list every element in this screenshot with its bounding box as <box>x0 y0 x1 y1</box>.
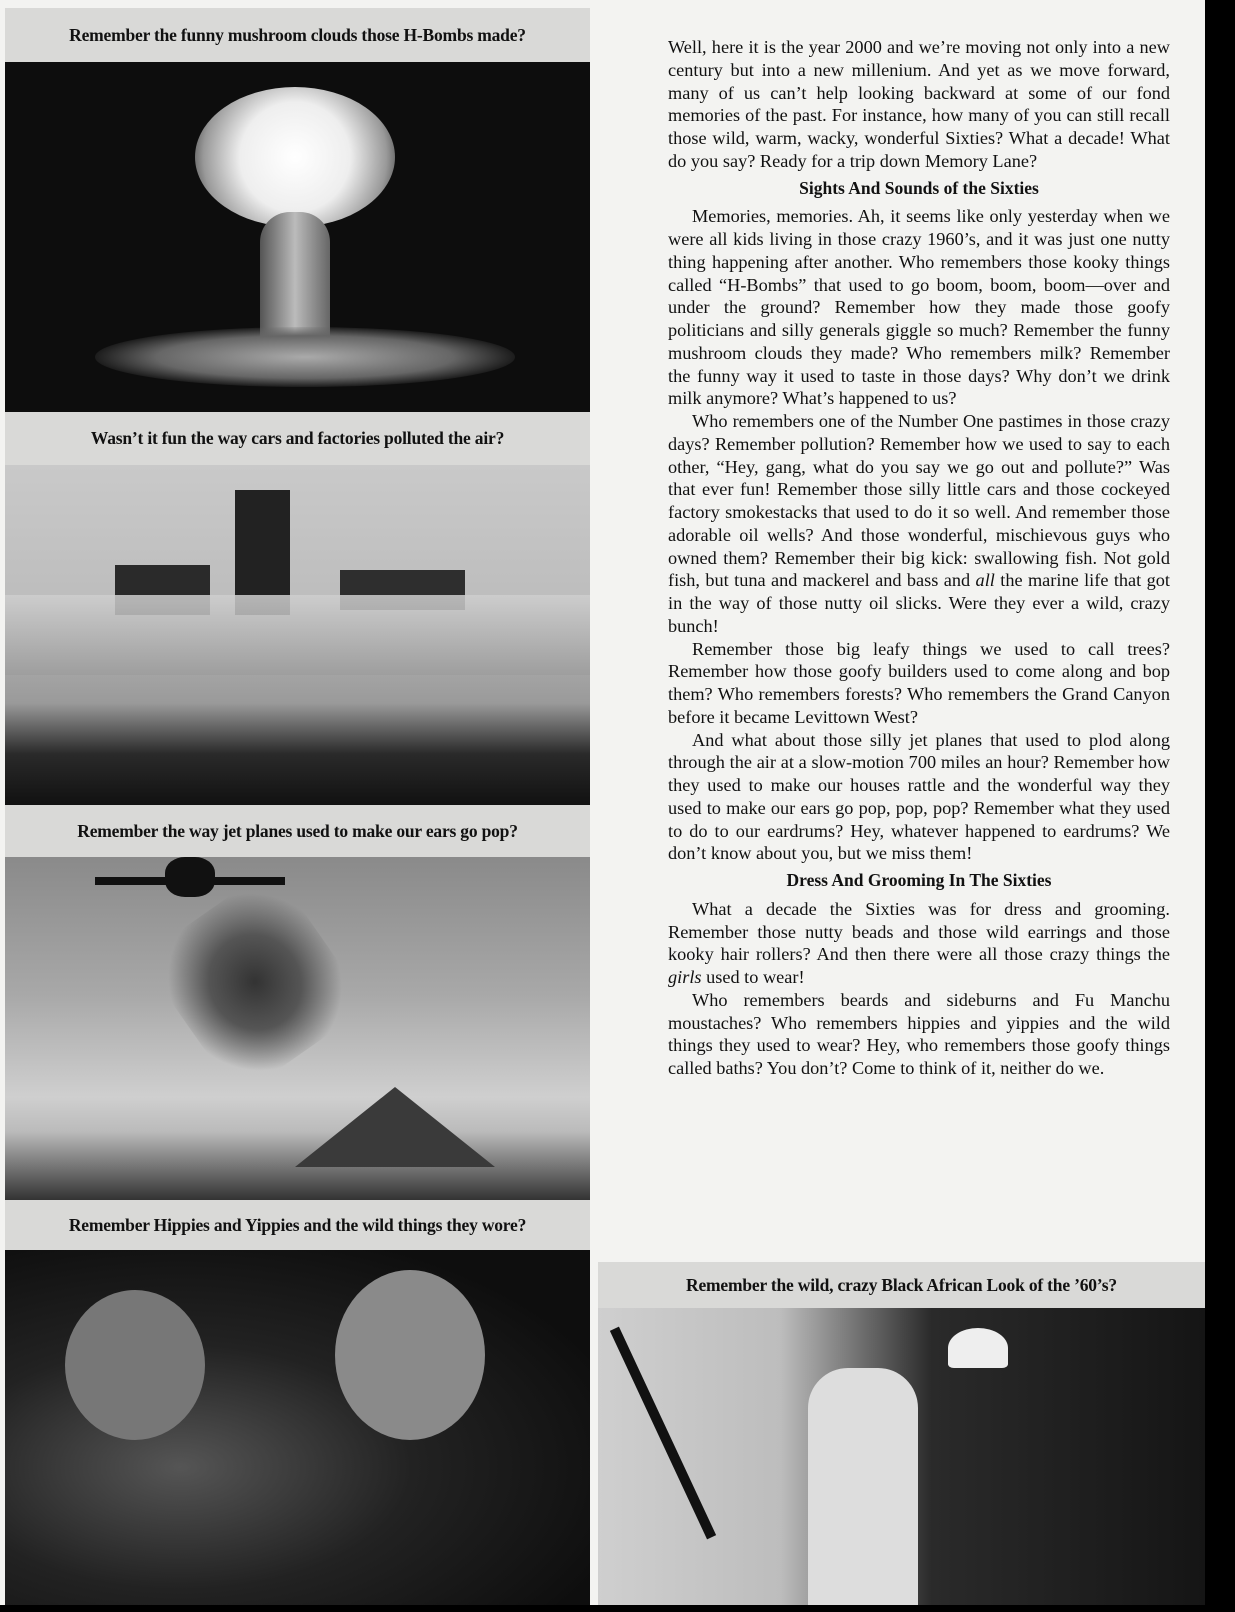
article-body <box>668 36 1170 1080</box>
paragraph <box>668 898 1170 989</box>
text: the marine life that got in the way of those nutty oil slicks. Were they ever a wild, crazy bunch! <box>668 570 1170 636</box>
caption-jets: Remember the way jet planes used to make our ears go pop? <box>5 805 590 857</box>
paragraph: Who remembers beards and sideburns and Fu Manchu moustaches? Who remembers hippies and yippies and the wild things they used to wear? Hey, who remembers those goofy things called baths? You don’t? Come to think of it, neither do we. <box>668 989 1170 1078</box>
section-heading-dress: Dress And Grooming In The Sixties <box>786 870 1052 890</box>
caption-hbombs: Remember the funny mushroom clouds those H-Bombs made? <box>5 8 590 62</box>
caption-pollution: Wasn’t it fun the way cars and factories polluted the air? <box>5 412 590 465</box>
intro-paragraph: Well, here it is the year 2000 and we’re moving not only into a new century but into a new millenium. And yet as we move forward, many of us can’t help looking backward at some of our fond memories of the past. For instance, how many of you can still recall those wild, warm, wacky, wonderful Sixties? What a decade! What do you say? Ready for a trip down Memory Lane? <box>668 37 1170 171</box>
paragraph: And what about those silly jet planes that used to plod along through the air at a slow-motion 700 miles an hour? Remember how they used to make our houses rattle and the wonderful way they used to make our ears go pop, pop, pop? Remember what they used to do to our eardrums? Hey, whatever happened to eardrums? We don’t know about you, but we miss them! <box>668 729 1170 864</box>
section-heading-sights: Sights And Sounds of the Sixties <box>799 177 1039 198</box>
photo-armed-men <box>598 1308 1205 1605</box>
photo-hippies-crowd <box>5 1250 590 1605</box>
caption-african-look: Remember the wild, crazy Black African Look of the ’60’s? <box>598 1262 1205 1308</box>
italic-text: girls <box>668 967 702 987</box>
text: used to wear! <box>701 967 805 987</box>
photo-mushroom-cloud <box>5 62 590 412</box>
paragraph <box>668 410 1170 638</box>
paragraph: Memories, memories. Ah, it seems like only yesterday when we were all kids living in those crazy 1960’s, and it was just one nutty thing happening after another. Who remembers those kooky things called “H-Bombs” that used to go boom, boom, boom—over and under the ground? Remember how they made those goofy politicians and silly generals giggle so much? Remember the funny mushroom clouds they made? Who remembers milk? Remember the funny way it used to taste in those days? Why don’t we drink milk anymore? What’s happened to us? <box>668 206 1170 409</box>
text: What a decade the Sixties was for dress and grooming. Remember those nutty beads and those wild earrings and those kooky hair rollers? And then there were all those crazy things the <box>668 898 1170 965</box>
photo-jet-plane <box>5 857 590 1200</box>
paragraph: Remember those big leafy things we used to call trees? Remember how those goofy builders used to come along and bop them? Who remembers forests? Who remembers the Grand Canyon before it became Levittown West? <box>668 638 1170 727</box>
caption-hippies: Remember Hippies and Yippies and the wild things they wore? <box>5 1200 590 1250</box>
photo-smoggy-city <box>5 465 590 805</box>
text: Who remembers one of the Number One pastimes in those crazy days? Remember pollution? Remember how we used to say to each other, “Hey, gang, what do you say we go out and pollute?” Was that ever fun! Remember those silly little cars and those cockeyed factory smokestacks that used to do it so well. And remember those adorable oil wells? And those wonderful, mischievous guys who owned them? Remember their big kick: swallowing fish. Not gold fish, but tuna and mackerel and bass and <box>668 411 1170 591</box>
italic-text: all <box>975 570 995 591</box>
